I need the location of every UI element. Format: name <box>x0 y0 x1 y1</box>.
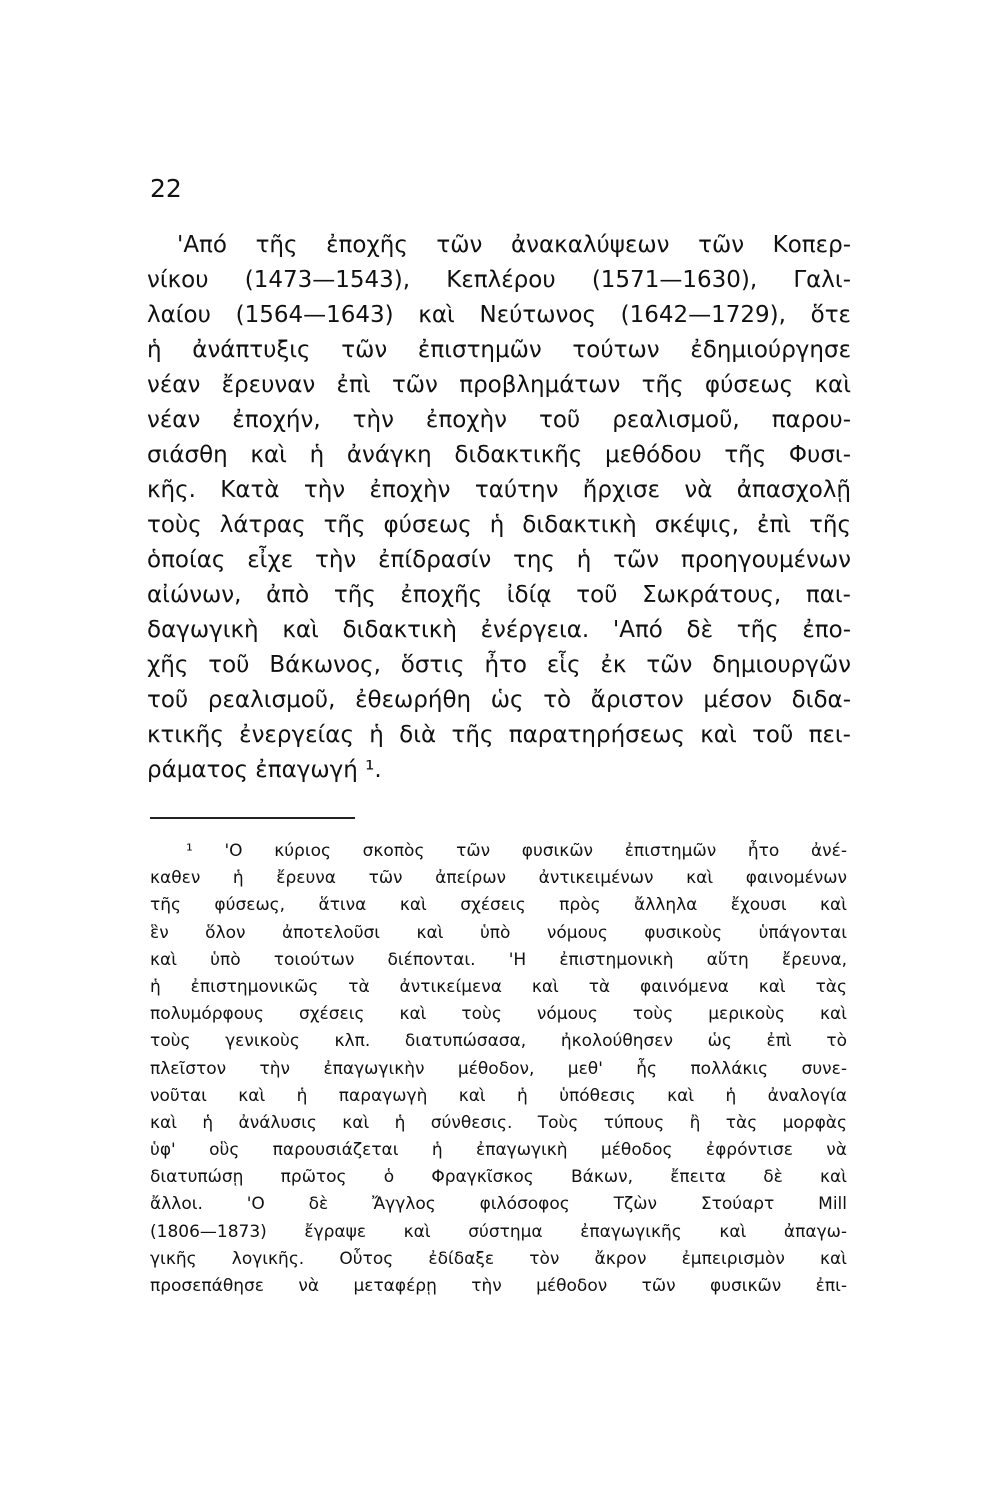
paragraph-line: αἰώνων, ἀπὸ τῆς ἐποχῆς ἰδίᾳ τοῦ Σωκράτους, παι- <box>147 582 851 608</box>
footnote-line: καὶ ἡ ἀνάλυσις καὶ ἡ σύνθεσις. Τοὺς τύπους ἢ τὰς μορφὰς <box>150 1112 847 1133</box>
paragraph-line: δαγωγικὴ καὶ διδακτικὴ ἐνέργεια. 'Από δὲ τῆς ἐπο- <box>147 617 851 643</box>
footnote-line: διατυπώσῃ πρῶτος ὁ Φραγκῖσκος Βάκων, ἔπειτα δὲ καὶ <box>150 1167 847 1188</box>
paragraph-line: χῆς τοῦ Βάκωνος, ὅστις ἦτο εἷς ἐκ τῶν δημιουργῶν <box>147 652 851 678</box>
paragraph-line: σιάσθη καὶ ἡ ἀνάγκη διδακτικῆς μεθόδου τῆς Φυσι- <box>147 442 851 468</box>
page-number: 22 <box>150 174 182 203</box>
footnote-line: ἡ ἐπιστημονικῶς τὰ ἀντικείμενα καὶ τὰ φαινόμενα καὶ τὰς <box>150 976 847 997</box>
footnote-line: καὶ ὑπὸ τοιούτων διέπονται. 'Η ἐπιστημονικὴ αὕτη ἔρευνα, <box>150 949 847 970</box>
paragraph-line: κτικῆς ἐνεργείας ἡ διὰ τῆς παρατηρήσεως καὶ τοῦ πει- <box>147 722 851 748</box>
paragraph-line: ἡ ἀνάπτυξις τῶν ἐπιστημῶν τούτων ἐδημιούργησε <box>147 337 851 363</box>
paragraph-line: νίκου (1473—1543), Κεπλέρου (1571—1630), Γαλι- <box>147 267 851 293</box>
paragraph-line: τοὺς λάτρας τῆς φύσεως ἡ διδακτικὴ σκέψις, ἐπὶ τῆς <box>147 512 851 538</box>
footnote-line: καθεν ἡ ἔρευνα τῶν ἀπείρων ἀντικειμένων καὶ φαινομένων <box>150 868 847 889</box>
footnote-line: τῆς φύσεως, ἅτινα καὶ σχέσεις πρὸς ἄλληλα ἔχουσι καὶ <box>150 895 847 916</box>
footnote-line: ὑφ' οὓς παρουσιάζεται ἡ ἐπαγωγικὴ μέθοδος ἐφρόντισε νὰ <box>150 1140 847 1161</box>
footnote-line: πλεῖστον τὴν ἐπαγωγικὴν μέθοδον, μεθ' ἧς πολλάκις συνε- <box>150 1058 847 1079</box>
paragraph-line: νέαν ἔρευναν ἐπὶ τῶν προβλημάτων τῆς φύσεως καὶ <box>147 372 851 398</box>
footnote-line: (1806—1873) ἔγραψε καὶ σύστημα ἐπαγωγικῆς καὶ ἀπαγω- <box>150 1221 847 1242</box>
footnote-line: τοὺς γενικοὺς κλπ. διατυπώσασα, ἠκολούθησεν ὡς ἐπὶ τὸ <box>150 1031 847 1052</box>
footnote <box>150 838 847 1300</box>
paragraph-line: λαίου (1564—1643) καὶ Νεύτωνος (1642—1729), ὅτε <box>147 302 851 328</box>
footnote-line: νοῦται καὶ ἡ παραγωγὴ καὶ ἡ ὑπόθεσις καὶ ἡ ἀναλογία <box>150 1085 847 1106</box>
footnote-line: προσεπάθησε νὰ μεταφέρῃ τὴν μέθοδον τῶν φυσικῶν ἐπι- <box>150 1276 847 1296</box>
footnote-line: ¹ 'Ο κύριος σκοπὸς τῶν φυσικῶν ἐπιστημῶν ἦτο ἀνέ- <box>186 841 847 861</box>
paragraph-line: 'Από τῆς ἐποχῆς τῶν ἀνακαλύψεων τῶν Κοπερ- <box>177 232 851 258</box>
footnote-separator <box>150 817 355 819</box>
paragraph-line: ὁποίας εἶχε τὴν ἐπίδρασίν της ἡ τῶν προηγουμένων <box>147 547 851 573</box>
paragraph-line: νέαν ἐποχήν, τὴν ἐποχὴν τοῦ ρεαλισμοῦ, παρου- <box>147 407 851 433</box>
main-paragraph <box>147 228 851 788</box>
footnote-line: ἄλλοι. 'Ο δὲ Ἄγγλος φιλόσοφος Τζὼν Στούαρτ Mill <box>150 1194 847 1215</box>
footnote-line: πολυμόρφους σχέσεις καὶ τοὺς νόμους τοὺς μερικοὺς καὶ <box>150 1004 847 1025</box>
paragraph-line: τοῦ ρεαλισμοῦ, ἐθεωρήθη ὡς τὸ ἄριστον μέσον διδα- <box>147 687 851 713</box>
footnote-line: γικῆς λογικῆς. Οὗτος ἐδίδαξε τὸν ἄκρον ἐμπειρισμὸν καὶ <box>150 1248 847 1269</box>
footnote-line: ἓν ὅλον ἀποτελοῦσι καὶ ὑπὸ νόμους φυσικοὺς ὑπάγονται <box>150 922 847 943</box>
paragraph-line: κῆς. Κατὰ τὴν ἐποχὴν ταύτην ἤρχισε νὰ ἀπασχολῇ <box>147 477 851 503</box>
paragraph-line: ράματος ἐπαγωγή ¹. <box>147 757 382 783</box>
